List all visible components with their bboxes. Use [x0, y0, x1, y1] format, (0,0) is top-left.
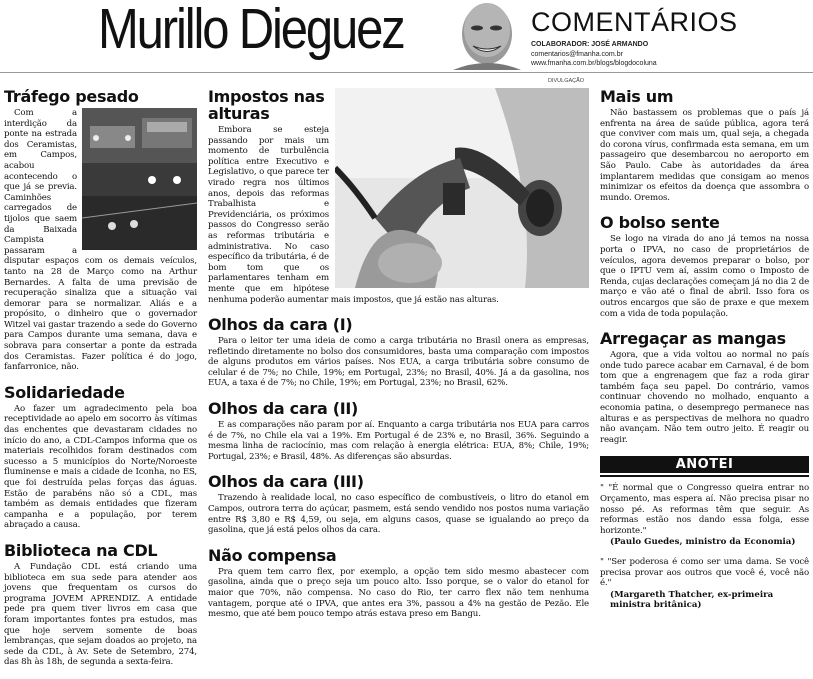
story-biblioteca	[4, 542, 197, 668]
masthead-rule	[0, 72, 813, 73]
story-mangas	[600, 330, 809, 445]
traffic-photo	[82, 108, 197, 250]
contact-email: comentarios@fmanha.com.br	[531, 50, 623, 58]
column-right	[600, 88, 809, 620]
story-text: Se logo na virada do ano já temos na nossa porta o IPVA, no caso de proprietários de veículos, agora devemos preparar o bolso, por que o IPTU vem aí, assim como o Imposto de Renda, cujas declarações começam já no dia 2 de março e vão até o final de abril. Isso fora os outros encargos que são de praxe e que mexem com a vida de toda população.	[600, 234, 810, 319]
columnist-photo	[443, 0, 527, 70]
fuel-nozzle-photo-icon	[335, 88, 589, 288]
anotei-title: ANOTEI	[600, 456, 809, 473]
fuel-pump-photo	[335, 88, 589, 288]
story-olhos-2	[208, 400, 589, 462]
columnist-name: Murillo Dieguez	[98, 0, 404, 61]
quote-text: " "É normal que o Congresso queira entrar no Orçamento, mas espera aí. Não precisa pisar no nosso pé. As reformas têm que seguir. As reformas estão nos dando essa folga, esse horizonte."	[600, 483, 809, 536]
collaborator-credit: COLABORADOR: JOSÉ ARMANDO	[531, 41, 649, 48]
anotei-rule	[600, 475, 809, 477]
story-title: Tráfego pesado	[4, 87, 139, 106]
photo-credit: DIVULGAÇÃO	[548, 78, 585, 84]
story-text: Com a interdição da ponte na estrada dos Ceramistas, em Campos, acabou acontecendo o que já se previa. Caminhões carregados de tijolos que saem da Baixada Campista passaram a disputar espaços com os demais veículos, tanto na 28 de Março como na Arthur Bernardes. A falta de uma previsão de recuperação sinaliza que a situação vai demorar para se normalizar. Aliás e a propósito, o dinheiro que o governador Witzel vai gastar trazendo a sede do Governo para Campos durante uma semana, dava e sobrava para consertar a ponte da estrada dos Ceramistas. Fazer política é do jogo, fanfarronice, não.	[4, 108, 197, 373]
story-text: Embora se esteja passando por mais um momento de turbulência política entre Executivo e Legislativo, o que parece ter virado regra nos últimos anos, depois das reformas Trabalhista e Previdenciária, os próximos passos do Congresso serão as reformas tributária e administrativa. No caso específico da tributária, é de bom tom que os parlamentares tenham em mente que em hipótese nenhuma poderão aumentar mais impostos, que já estão nas alturas.	[208, 125, 499, 305]
story-text: Agora, que a vida voltou ao normal no país onde tudo parece acabar em Carnaval, é de bom tom que a engrenagem que faz a roda girar também faça seu papel. Do contrário, vamos continuar chovendo no molhado, enquanto a economia patina, o desemprego permanece nas alturas e as perspectivas de melhora no quadro não avançam. Não tem outro jeito. É reagir ou reagir.	[600, 350, 809, 445]
story-text: Ao fazer um agradecimento pela boa receptividade ao apelo em socorro às vítimas das enchentes que devastaram cidades no início do ano, a CDL-Campos informa que os materiais recolhidos foram destinados com sucesso a 5 municípios do Norte/Noroeste fluminense e mais a cidade de Iconha, no ES, que foi destruída pelas forças das águas. Estão de parabéns não só a CDL, mas também as demais entidades que fizeram campanha e a população, por terem abraçado a causa.	[4, 403, 197, 531]
story-title: Olhos da cara (II)	[208, 399, 359, 419]
story-title: Impostos nas alturas	[208, 87, 325, 123]
story-text: Para o leitor ter uma ideia de como a carga tributária no Brasil onera as empresas, refletindo diretamente no bolso dos consumidores, basta uma comparação com impostos de alguns produtos em vários países. Nos EUA, a carga tributária sobre consumo de celular é de 7%; no Chile, 19%; em Portugal, 23%; no Brasil, 40%. Já a da gasolina, nos EUA, a taxa é de 7%; no Chile, 19%; em Portugal, 23%; no Brasil, 62%.	[208, 336, 589, 389]
story-text: A Fundação CDL está criando uma biblioteca em sua sede para atender aos jovens que frequentam os cursos do programa JOVEM APRENDIZ. A entidade pede pra quem tiver livros em casa que foram importantes fontes pra estudos, mas que hoje servem somente de boas lembranças, que sejam doados ao projeto, na sede da CDL, à Av. Sete de Setembro, 274, das 8h às 18h, de segunda a sexta-feira.	[4, 561, 197, 668]
story-title: Olhos da cara (III)	[208, 472, 364, 492]
night-traffic-photo-icon	[82, 108, 197, 250]
anotei-box	[600, 456, 809, 611]
story-nao-compensa	[208, 547, 589, 620]
section-title: COMENTÁRIOS	[531, 7, 738, 37]
story-title: Arregaçar as mangas	[600, 329, 786, 349]
story-impostos	[208, 88, 589, 305]
story-olhos-3	[208, 473, 589, 535]
masthead-info	[531, 40, 657, 69]
column-left	[4, 88, 197, 679]
story-text: Pra quem tem carro flex, por exemplo, a opção tem sido mesmo abastecer com gasolina, ainda que o preço seja um pouco alto. Isso porque, se o valor do etanol for maior que 70%, não compensa. No caso do Rio, ter carro flex não tem nenhuma vantagem, porque até o IPVA, que antes era 3%, passou a 4% na gestão de Pezão. Ele mesmo, que até bem pouco tempo atrás estava preso em Bangu.	[208, 566, 589, 620]
story-text: Não bastassem os problemas que o país já enfrenta na área de saúde pública, agora terá que conviver com mais um, qual seja, a chegada do corona vírus, confirmada esta semana, em um passageiro que desembarcou no aeroporto em São Paulo. Cabe às autoridades da área implantarem medidas que consigam ao menos minimizar os efeitos da doença que assombra o mundo. Oremos.	[600, 108, 809, 203]
story-title: Mais um	[600, 87, 674, 106]
blog-url: www.fmanha.com.br/blogs/blogdocoluna	[531, 60, 657, 67]
story-title: Olhos da cara (I)	[208, 315, 353, 335]
story-olhos-1	[208, 316, 589, 389]
story-title: O bolso sente	[600, 213, 720, 233]
story-trafego	[4, 88, 197, 373]
masthead	[0, 0, 813, 72]
story-title: Solidariedade	[4, 382, 125, 402]
story-mais-um	[600, 88, 809, 203]
column-center	[208, 88, 589, 631]
quote-author: (Paulo Guedes, ministro da Economia)	[610, 537, 796, 548]
story-bolso	[600, 214, 809, 319]
quote-author: (Margareth Thatcher, ex-primeira ministra britânica)	[610, 589, 774, 611]
story-text: Trazendo à realidade local, no caso específico de combustíveis, o litro do etanol em Campos, outrora terra do açúcar, pasmem, está sendo vendido nos postos numa variação entre R$ 3,80 e R$ 4,59, ou seja, em alguns casos, quase se igualando ao preço da gasolina, que já está pelos olhos da cara.	[208, 493, 589, 536]
story-title: Biblioteca na CDL	[4, 540, 158, 560]
quote-text: " "Ser poderosa é como ser uma dama. Se você precisa provar aos outros que você é, você não é."	[600, 557, 809, 589]
story-title: Não compensa	[208, 545, 337, 565]
columnist-portrait-icon	[443, 0, 527, 70]
story-text: E as comparações não param por aí. Enquanto a carga tributária nos EUA para carros é de 7%, no Chile ela vai a 19%. Em Portugal é de 23% e, no Brasil, 36%. Seguindo a mesma linha de raciocínio, mas com relação à energia elétrica: EUA, 8%; Chile, 19%; Portugal, 23%; e Brasil, 48%. As diferenças são absurdas.	[208, 420, 589, 462]
story-solidariedade	[4, 384, 197, 531]
